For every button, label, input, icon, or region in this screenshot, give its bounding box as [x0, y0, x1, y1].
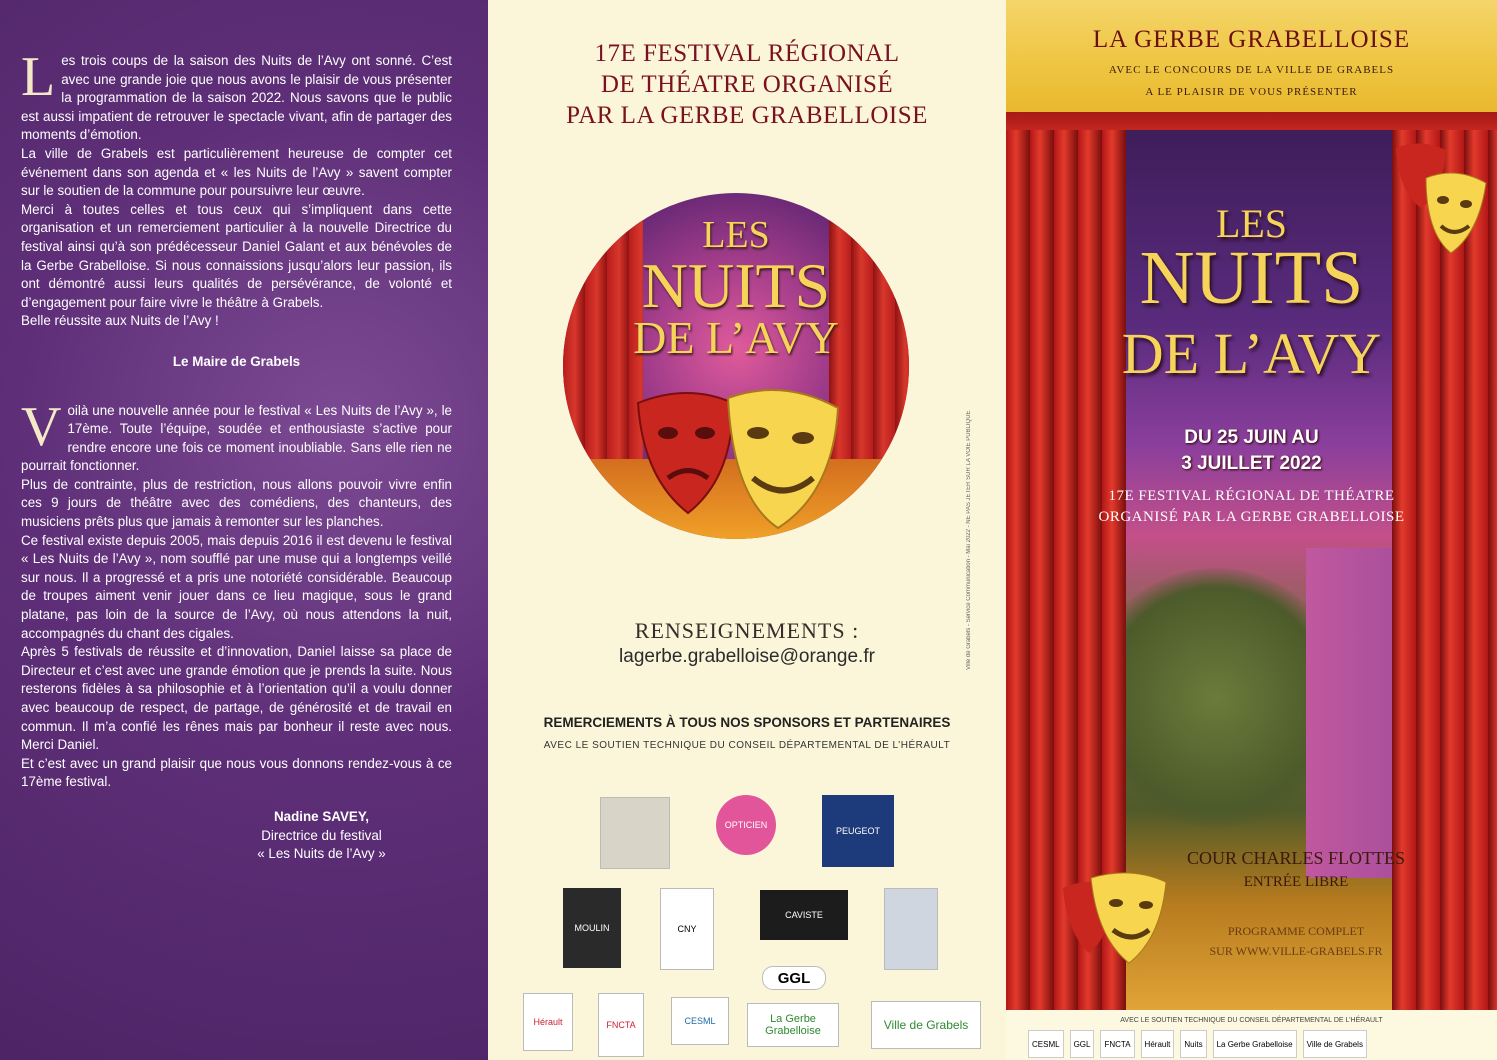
title-les: LES	[1215, 201, 1288, 246]
sponsor-logo-moulin	[563, 888, 621, 968]
organizer-sub1: AVEC LE CONCOURS DE LA VILLE DE GRABELS	[1108, 64, 1395, 76]
logo-de-lavy: DE L’AVY	[633, 312, 839, 363]
venue: COUR CHARLES FLOTTES	[1186, 848, 1406, 868]
paragraph-5	[21, 395, 452, 476]
date-line1: DU 25 JUIN AU	[1184, 427, 1319, 448]
sponsor-logo-ggl	[762, 966, 826, 990]
festival-title-line1: 17E FESTIVAL RÉGIONAL	[594, 40, 900, 67]
paragraph-2: La ville de Grabels est particulièrement heureuse de compter cet événement dans son agenda et « les Nuits de l’Avy » savent compter sur le soutien de la commune pour poursuivre leur œuvre.	[21, 145, 452, 199]
sponsor-logo-opticien-label: OPTICIEN	[724, 820, 768, 830]
subtitle-line2: ORGANISÉ PAR LA GERBE GRABELLOISE	[1098, 509, 1405, 525]
support-note: AVEC LE SOUTIEN TECHNIQUE DU CONSEIL DÉPARTEMENTAL DE L’HÉRAULT	[543, 740, 951, 751]
partner-logo-grabels	[871, 1001, 981, 1049]
festival-logo-circle	[563, 193, 909, 539]
festival-title-line3: PAR LA GERBE GRABELLOISE	[566, 102, 928, 129]
logo-nuits: NUITS	[641, 250, 831, 321]
sponsor-logo-cny	[660, 888, 714, 970]
paragraph-1-text: es trois coups de la saison des Nuits de l’Avy ont sonné. C’est avec une grande joie que nous avons le plaisir de vous présenter la programmation de la saison 2022. Nous savons que le public est aussi impatient de retrouver le spectacle vivant, afin de partager des moments d’émotion.	[21, 53, 452, 143]
sponsor-logo-4	[884, 888, 938, 970]
paragraph-9: Et c’est avec un grand plaisir que nous vous donnons rendez-vous à ce 17ème festival.	[21, 755, 452, 790]
programme: PROGRAMME COMPLET	[1227, 924, 1365, 938]
date-line2: 3 JUILLET 2022	[1181, 453, 1322, 474]
info-heading: RENSEIGNEMENTS :	[634, 618, 860, 643]
contact-email[interactable]: lagerbe.grabelloise@orange.fr	[619, 646, 875, 667]
sponsor-logo-1	[600, 797, 670, 869]
logo-cesml: CESML	[1028, 1030, 1064, 1058]
signature-name: Nadine SAVEY,	[273, 808, 369, 824]
paragraph-7: Ce festival existe depuis 2005, mais depuis 2016 il est devenu le festival « Les Nuits de l’Avy », nom soufflé par une muse qui a longtemps veillé sur nous. Il a progressé et a pris une notoriété considérable. Beaucoup de troupes aiment venir jouer dans ce lieu magique, sous le grand platane, pas loin de la source de l’Avy, où nous attendons la nuit, accompagnés du chant des cigales.	[21, 532, 452, 641]
festival-title	[488, 38, 1006, 131]
logo-ggl: GGL	[1070, 1030, 1095, 1058]
partner-logo-herault-label: Hérault	[533, 1017, 563, 1027]
print-note: Ville de Grabels - Service Communication - Mai 2022 - NE PAS JETER SUR LA VOIE PUBLIQUE	[966, 410, 972, 670]
logo-grabels: Ville de Grabels	[1303, 1030, 1367, 1058]
paragraph-1	[21, 46, 452, 145]
paragraph-5-text: oilà une nouvelle année pour le festival « Les Nuits de l’Avy », le 17ème. Toute l’équipe, soudée et enthousiaste s’active pour rendre encore une fois ce moment inoubliable. Sans elle rien ne pourrait fonctionner.	[21, 402, 452, 474]
sponsor-logo-ggl-label: GGL	[777, 969, 811, 987]
festival-title-line2: DE THÉATRE ORGANISÉ	[600, 71, 894, 98]
sponsor-logo-moulin-label: MOULIN	[574, 923, 610, 933]
drop-cap-v: V	[21, 395, 62, 458]
sponsor-logo-peugeot	[822, 795, 894, 867]
partner-logo-gerbe	[747, 1003, 839, 1047]
signature-mayor: Le Maire de Grabels	[172, 353, 301, 369]
signature-role: Directrice du festival	[261, 827, 382, 843]
right-logos	[1028, 1030, 1367, 1058]
paragraph-6: Plus de contrainte, plus de restriction, nous allons pouvoir vivre enfin ces 9 jours de théâtre avec des comédiens, des chanteurs, des musiciens prêts plus que jamais à remonter sur les planches.	[21, 476, 452, 530]
theatre-masks-icon	[633, 383, 853, 533]
paragraph-8: Après 5 festivals de réussite et d’innovation, Daniel laisse sa place de Directeur et c’est avec une grande émotion que je prends la suite. Nous resterons fidèles à sa philosophie et à l’orientation qu’il a voulu donner avec beaucoup de respect, de partage, de générosité et de travail en commun. Il m’a confié les rênes mais par bonheur il reste avec nous. Merci Daniel.	[21, 644, 452, 753]
logo-les: LES	[702, 214, 770, 256]
organizer-sub2: A LE PLAISIR DE VOUS PRÉSENTER	[1145, 86, 1358, 98]
paragraph-4: Belle réussite aux Nuits de l’Avy !	[21, 313, 219, 329]
middle-panel	[488, 0, 1006, 1060]
sponsor-logo-caviste-label: CAVISTE	[785, 910, 823, 920]
signature-festival: « Les Nuits de l’Avy »	[257, 846, 386, 862]
left-text	[21, 46, 452, 864]
sponsor-logo-caviste	[760, 890, 848, 940]
sponsors-heading: REMERCIEMENTS À TOUS NOS SPONSORS ET PARTENAIRES	[543, 715, 951, 730]
logo-fncta: FNCTA	[1100, 1030, 1134, 1058]
sponsor-logo-cny-label: CNY	[677, 924, 697, 934]
partner-logo-cesml	[671, 997, 729, 1045]
partner-logo-cesml-label: CESML	[684, 1016, 716, 1026]
website[interactable]: SUR WWW.VILLE-GRABELS.FR	[1209, 944, 1383, 958]
left-panel	[0, 0, 488, 1060]
logo-gerbe: La Gerbe Grabelloise	[1213, 1030, 1297, 1058]
partner-logo-fncta-label: FNCTA	[606, 1020, 636, 1030]
partner-logo-grabels-label: Ville de Grabels	[883, 1018, 969, 1032]
partner-logo-gerbe-label: La Gerbe Grabelloise	[765, 1013, 821, 1037]
right-header	[1006, 0, 1497, 112]
partner-logo-fncta	[598, 993, 644, 1057]
partner-logo-herault	[523, 993, 573, 1051]
logo-nuits: Nuits	[1180, 1030, 1206, 1058]
title-nuits: NUITS	[1139, 236, 1364, 320]
paragraph-3: Merci à toutes celles et tous ceux qui s’impliquent dans cette organisation et un remerciement particulier à la nouvelle Directrice du festival ainsi qu’à son prédécesseur Daniel Galant et aux bénévoles de la Gerbe Grabelloise. Si nous connaissions jusqu’alors leur passion, ils ont démontré aussi leurs qualités de persévérance, de volonté et d’engagement pour faire vivre le théâtre à Grabels.	[21, 201, 452, 310]
right-panel	[1006, 0, 1497, 1060]
subtitle-line1: 17E FESTIVAL RÉGIONAL DE THÉATRE	[1108, 488, 1395, 504]
entry-free: ENTRÉE LIBRE	[1243, 874, 1349, 890]
title-de-lavy: DE L’AVY	[1121, 321, 1382, 386]
organizer-name: LA GERBE GRABELLOISE	[1092, 26, 1411, 53]
logo-herault: Hérault	[1141, 1030, 1175, 1058]
drop-cap-l: L	[21, 46, 56, 108]
right-support-note: AVEC LE SOUTIEN TECHNIQUE DU CONSEIL DÉPARTEMENTAL DE L’HÉRAULT	[1120, 1017, 1383, 1024]
sponsor-logo-opticien	[716, 795, 776, 855]
sponsor-logo-peugeot-label: PEUGEOT	[835, 826, 880, 836]
